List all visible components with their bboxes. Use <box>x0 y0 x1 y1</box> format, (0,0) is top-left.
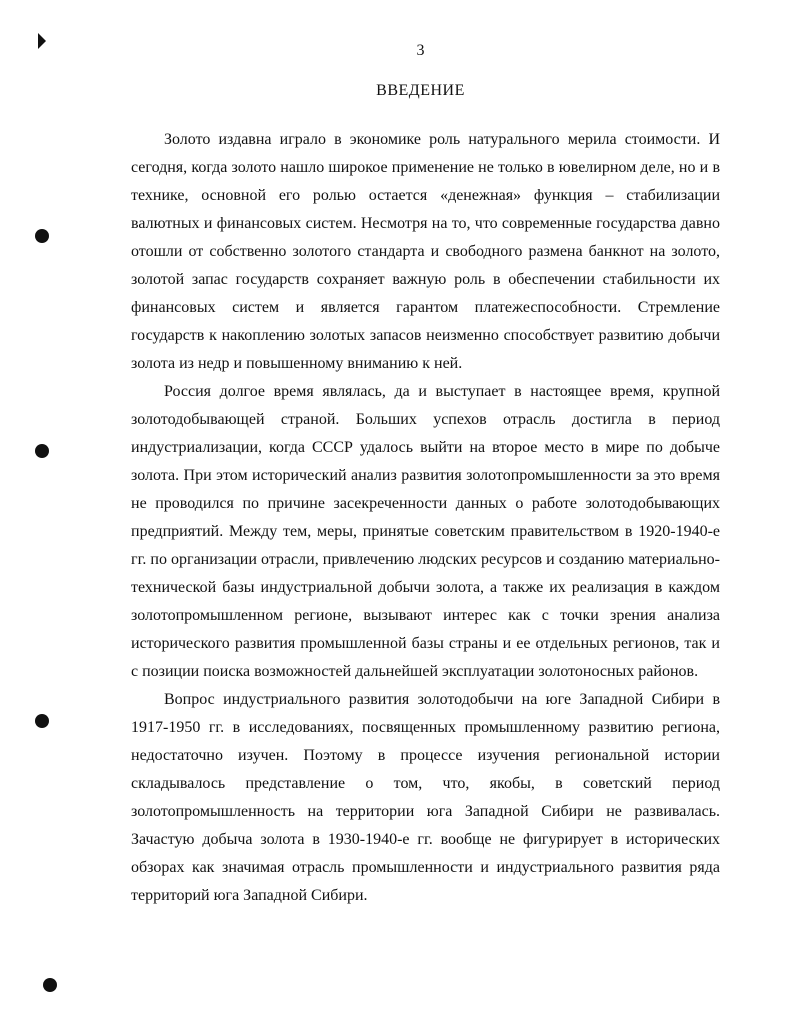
paragraph-russia: Россия долгое время являлась, да и выступает в настоящее время, крупной золотодобывающей страной. Больших успехов отрасль достигла в период индустриализации, когда СССР удалось выйти на второе место в мире по добыче золота. При этом исторический анализ развития золотопромышленности за это время не проводился по причине засекреченности данных о работе золотодобывающих предприятий. Между тем, меры, принятые советским правительством в 1920-1940-е гг. по организации отрасли, привлечению людских ресурсов и созданию материально-технической базы индустриальной добычи золота, а также их реализация в каждом золотопромышленном регионе, вызывают интерес как с точки зрения анализа исторического развития промышленной базы страны и ее отдельных регионов, так и с позиции поиска возможностей дальнейшей эксплуатации золотоносных районов. <box>131 383 720 680</box>
binder-hole-mark <box>35 444 49 458</box>
paragraph-siberia: Вопрос индустриального развития золотодобычи на юге Западной Сибири в 1917-1950 гг. в исследованиях, посвященных промышленному развитию региона, недостаточно изучен. Поэтому в процессе изучения региональной истории складывалось представление о том, что, якобы, в советский период золотопромышленность на территории юга Западной Сибири не развивалась. Зачастую добыча золота в 1930-1940-е гг. вообще не фигурирует в исторических обзорах как значимая отрасль промышленности и индустриального развития ряда территорий юга Западной Сибири. <box>131 691 720 904</box>
page-title: ВВЕДЕНИЕ <box>376 82 465 99</box>
document-body <box>131 126 720 910</box>
paragraph-intro: Золото издавна играло в экономике роль натурального мерила стоимости. И сегодня, когда золото нашло широкое применение не только в ювелирном деле, но и в технике, основной его ролью остается «денежная» функция – стабилизации валютных и финансовых систем. Несмотря на то, что современные государства давно отошли от собственно золотого стандарта и свободного размена банкнот на золото, золотой запас государств сохраняет важную роль в обеспечении стабильности их финансовых систем и является гарантом платежеспособности. Стремление государств к накоплению золотых запасов неизменно способствует развитию добычи золота из недр и повышенному вниманию к ней. <box>131 131 720 372</box>
binder-hole-mark <box>43 978 57 992</box>
page-number: 3 <box>416 42 425 59</box>
binder-hole-mark <box>35 714 49 728</box>
binder-hole-mark <box>35 229 49 243</box>
